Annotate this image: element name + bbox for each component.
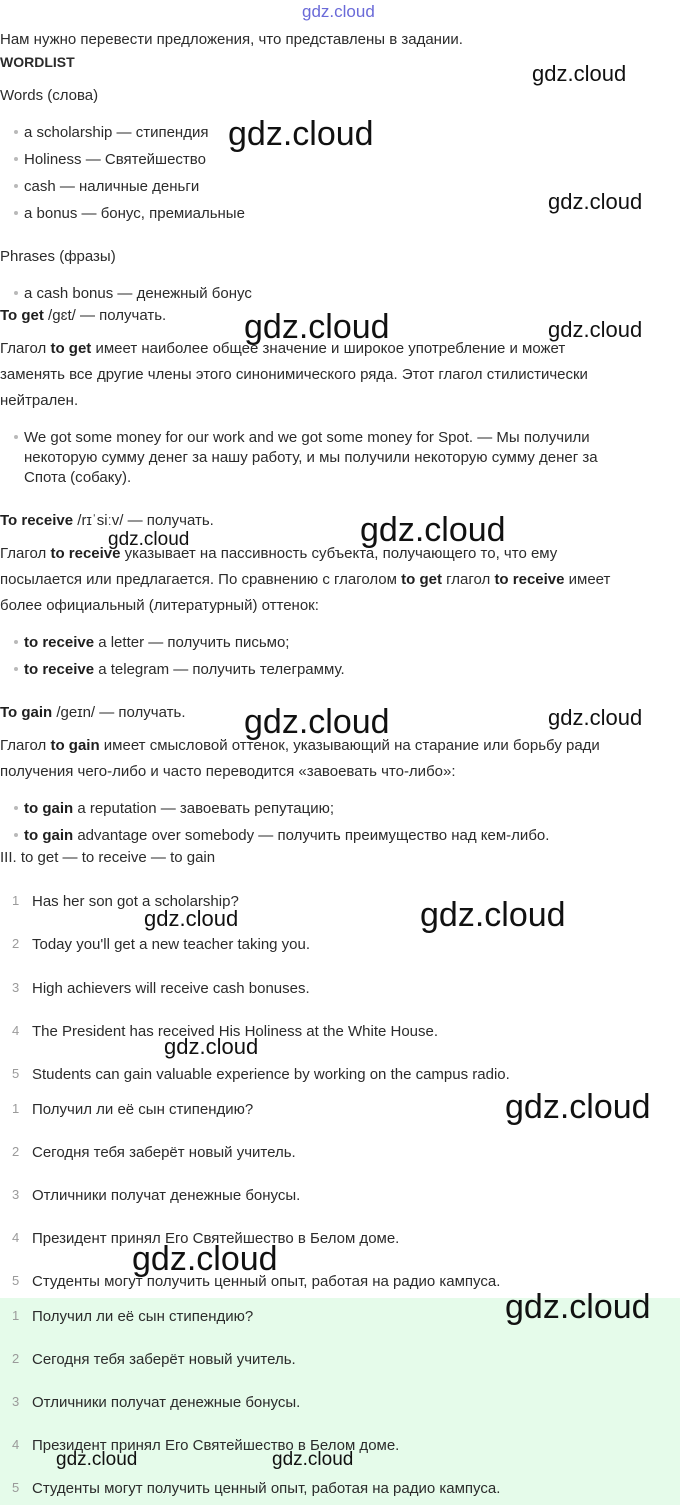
bullet-icon	[14, 184, 18, 188]
watermark: gdz.cloud	[272, 1449, 354, 1470]
bullet-icon	[14, 130, 18, 134]
to-receive-desc-line3: более официальный (литературный) оттенок:	[0, 597, 319, 614]
bullet-icon	[14, 667, 18, 671]
section-title: III. to get — to receive — to gain	[0, 849, 216, 866]
watermark: gdz.cloud	[532, 61, 627, 86]
watermark: gdz.cloud	[420, 896, 566, 934]
watermark: gdz.cloud	[164, 1034, 259, 1059]
bullet-icon	[14, 291, 18, 295]
bullet-icon	[14, 833, 18, 837]
to-get-desc-line3: нейтрален.	[0, 392, 79, 409]
watermark: gdz.cloud	[505, 1288, 651, 1326]
watermark: gdz.cloud	[548, 189, 643, 214]
watermark: gdz.cloud	[228, 115, 374, 153]
bullet-icon	[14, 640, 18, 644]
watermark: gdz.cloud	[548, 317, 643, 342]
to-receive-desc: Глагол to receive указывает на пассивность субъекта, получающего то, что ему	[0, 545, 558, 562]
watermark: gdz.cloud	[360, 511, 506, 549]
watermark: gdz.cloud	[505, 1088, 651, 1126]
to-get-desc: Глагол to get имеет наиболее общее значение и широкое употребление и может	[0, 340, 566, 357]
phrases-heading: Phrases (фразы)	[0, 248, 116, 265]
to-get-desc-line2: заменять все другие члены этого синонимического ряда. Этот глагол стилистически	[0, 366, 588, 383]
bullet-icon	[14, 211, 18, 215]
to-gain-desc-line2: получения чего-либо и часто переводится «завоевать что-либо»:	[0, 763, 456, 780]
watermark: gdz.cloud	[108, 529, 190, 550]
wordlist-heading: WORDLIST	[0, 54, 75, 70]
bullet-icon	[14, 157, 18, 161]
to-receive-heading: To receive /rɪˈsiːv/ — получать.	[0, 512, 214, 529]
to-gain-heading: To gain /geɪn/ — получать.	[0, 704, 186, 721]
watermark: gdz.cloud	[56, 1449, 138, 1470]
watermark: gdz.cloud	[244, 308, 390, 346]
to-get-heading: To get /gɛt/ — получать.	[0, 307, 167, 324]
intro-text: Нам нужно перевести предложения, что представлены в задании.	[0, 31, 463, 48]
watermark: gdz.cloud	[132, 1240, 278, 1278]
header-watermark: gdz.cloud	[302, 2, 375, 21]
to-receive-desc-line2: посылается или предлагается. По сравнению с глаголом to get глагол to receive имеет	[0, 571, 611, 588]
watermark: gdz.cloud	[244, 703, 390, 741]
to-gain-desc: Глагол to gain имеет смысловой оттенок, указывающий на старание или борьбу ради	[0, 737, 600, 754]
watermark: gdz.cloud	[548, 705, 643, 730]
watermark: gdz.cloud	[144, 906, 239, 931]
bullet-icon	[14, 435, 18, 439]
bullet-icon	[14, 806, 18, 810]
words-heading: Words (слова)	[0, 87, 99, 104]
